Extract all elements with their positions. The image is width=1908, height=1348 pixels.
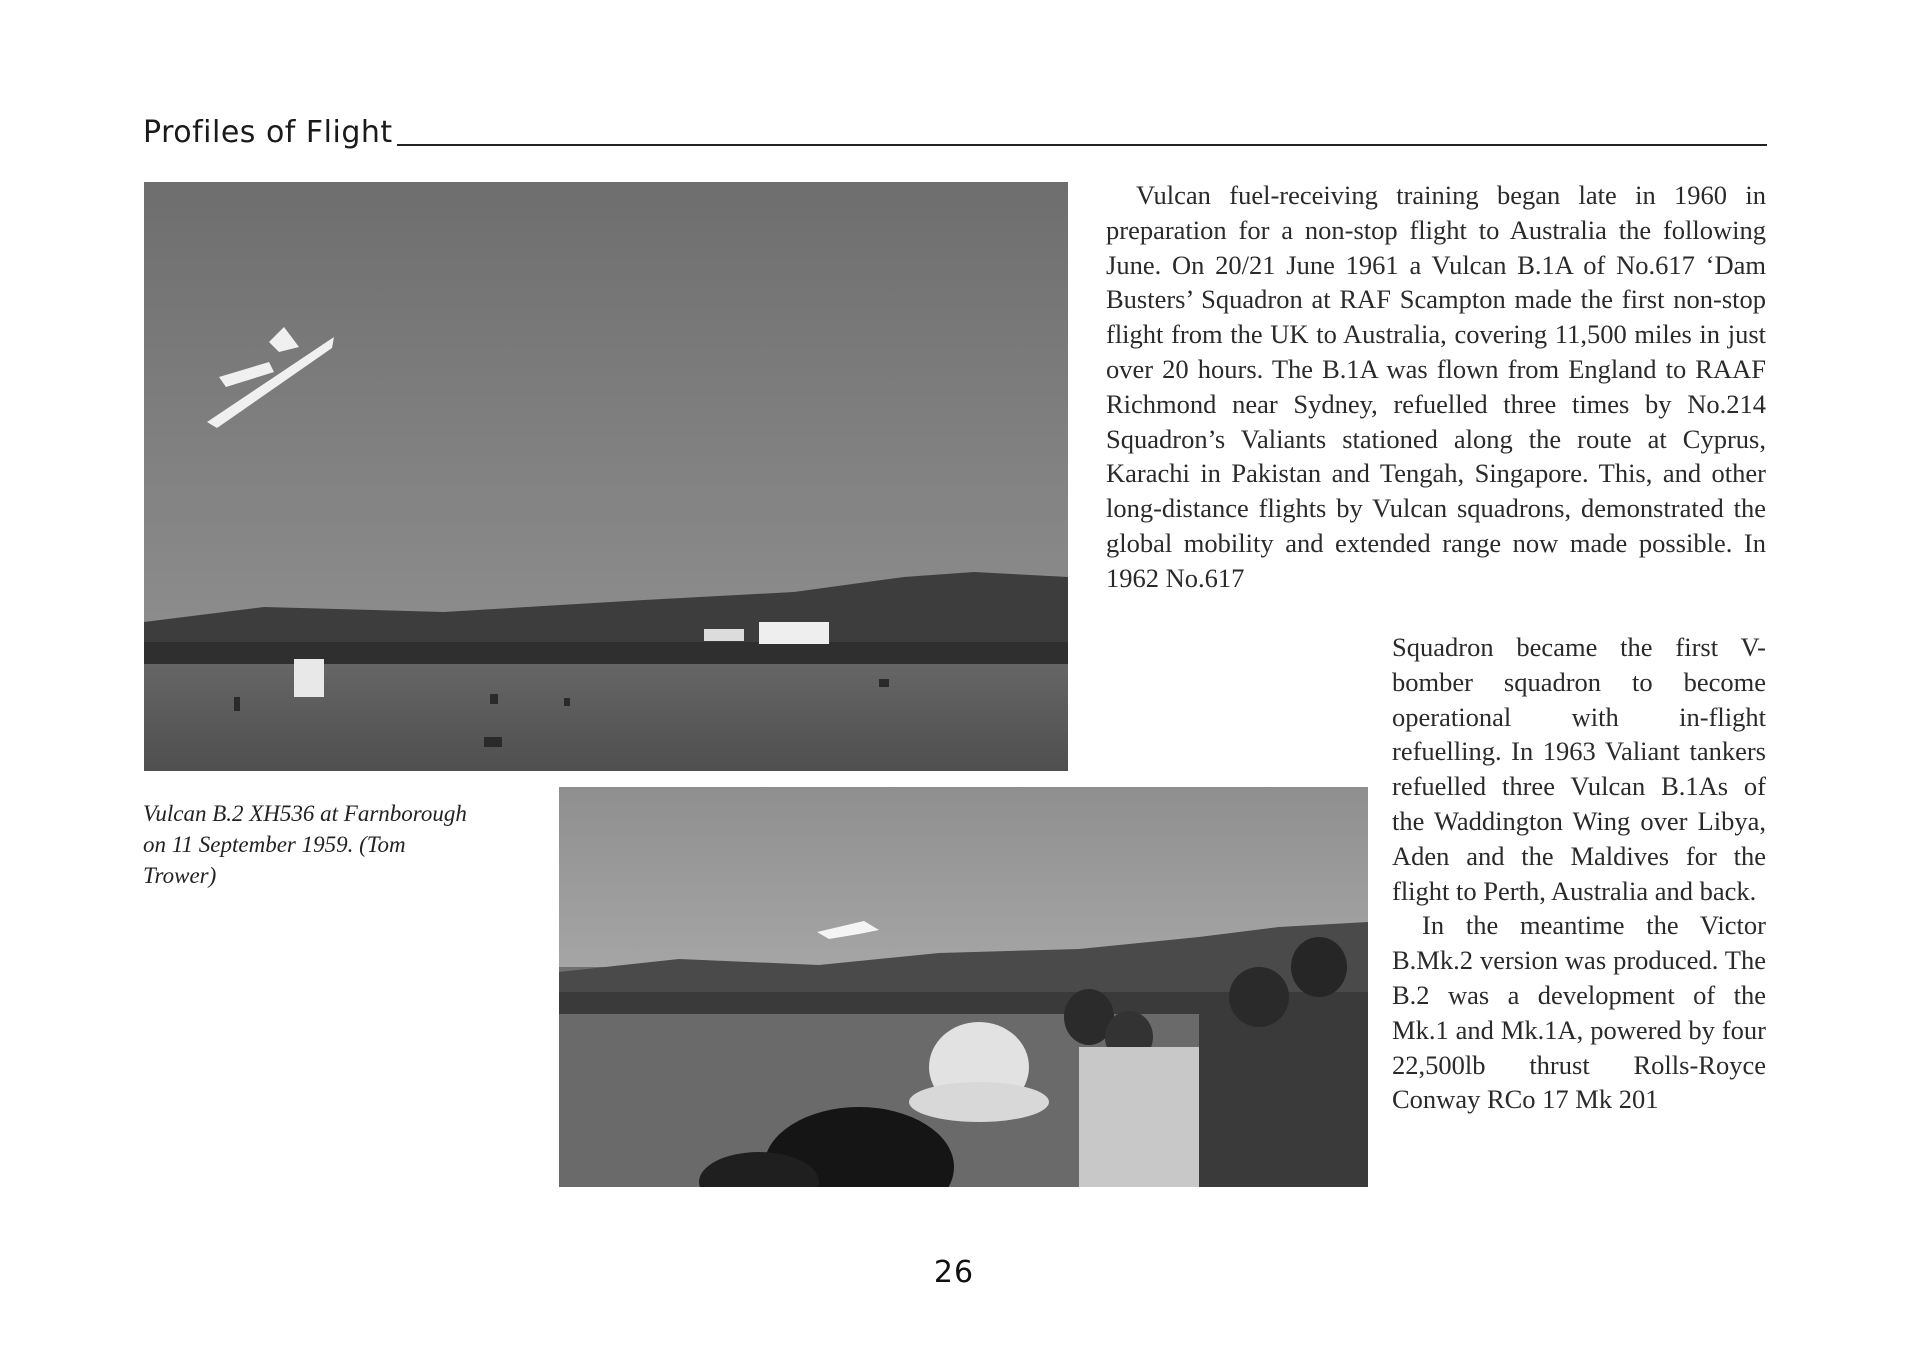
photo-caption: Vulcan B.2 XH536 at Farnborough on 11 September 1959. (Tom Trower): [143, 801, 467, 888]
header-rule: [397, 144, 1767, 146]
spectators-photo: [551, 779, 1368, 1187]
body-column-lower: [1392, 630, 1766, 1117]
paragraph-1-upper: Vulcan fuel-receiving training began late in 1960 in preparation for a non-stop flight to Australia the following June. On 20/21 June 1961 a Vulcan B.1A of No.617 ‘Dam Busters’ Squadron at RAF Scampton made the first non-stop flight from the UK to Australia, covering 11,500 miles in just over 20 hours. The B.1A was flown from England to RAAF Richmond near Sydney, refuelled three times by No.214 Squadron’s Valiants stationed along the route at Cyprus, Karachi in Pakistan and Tengah, Singapore. This, and other long-distance flights by Vulcan squadrons, demonstrated the global mobility and extended range now made possible. In 1962 No.617: [1106, 180, 1766, 593]
body-column-upper: [1106, 178, 1766, 596]
book-title: Profiles of Flight: [143, 115, 393, 150]
running-header: [143, 108, 1767, 148]
vulcan-airshow-photo-graphic: [144, 182, 1068, 771]
paragraph-1-lower: Squadron became the first V-bomber squadron to become operational with in-flight refuelling. In 1963 Valiant tankers refuelled three Vulcan B.1As of the Waddington Wing over Libya, Aden and the Maldives for the flight to Perth, Australia and back.: [1392, 632, 1766, 906]
paragraph-2: In the meantime the Victor B.Mk.2 version was produced. The B.2 was a development of the Mk.1 and Mk.1A, powered by four 22,500lb thrust Rolls-Royce Conway RCo 17 Mk 201: [1392, 910, 1766, 1115]
spectators-photo-graphic: [559, 787, 1368, 1187]
vulcan-airshow-photo: [144, 182, 1068, 771]
page-number: 26: [933, 1255, 975, 1290]
